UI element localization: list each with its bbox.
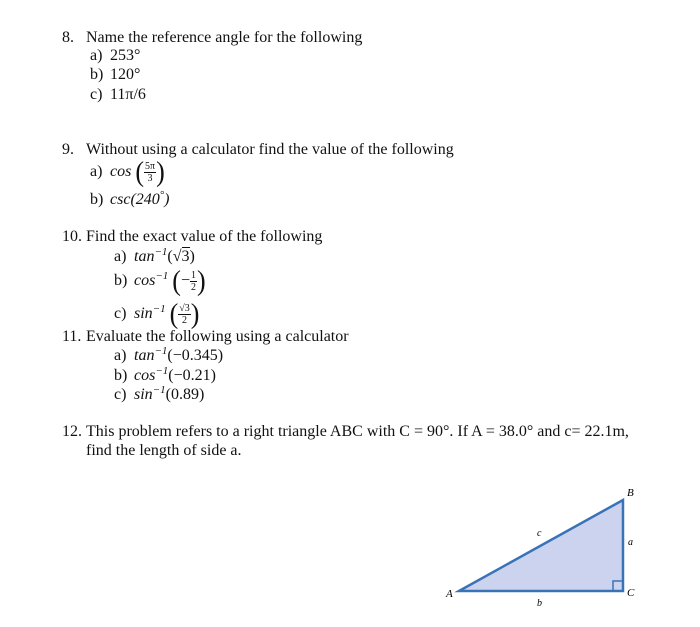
question-number: 9. xyxy=(62,141,74,158)
function-name: cos xyxy=(134,367,156,384)
argument: (−0.345) xyxy=(167,347,224,364)
vertex-label-b: B xyxy=(627,487,634,499)
function-name: tan xyxy=(134,347,155,364)
part-label: b) xyxy=(90,191,104,208)
close-paren: ) xyxy=(164,191,170,208)
denominator: 3 xyxy=(147,172,153,184)
function-name: sin xyxy=(134,305,153,322)
part-value: 11π/6 xyxy=(110,86,146,103)
denominator: 2 xyxy=(190,281,196,293)
question-text: Without using a calculator find the value of the following xyxy=(86,141,454,158)
question-number: 10. xyxy=(62,228,82,245)
question-text: Find the exact value of the following xyxy=(86,228,323,245)
question-number: 12. xyxy=(62,423,82,440)
part-label: a) xyxy=(90,163,103,180)
numerator: 1 xyxy=(190,269,196,281)
vertex-label-c: C xyxy=(627,587,635,599)
question-text: Evaluate the following using a calculator xyxy=(86,328,349,345)
close-paren: ) xyxy=(189,248,195,265)
part-value: 120° xyxy=(110,66,141,83)
exponent: −1 xyxy=(152,303,166,315)
exponent: −1 xyxy=(155,365,169,377)
part-label: c) xyxy=(114,386,127,403)
question-text: Name the reference angle for the following xyxy=(86,29,363,46)
degree-mark: ° xyxy=(159,189,165,201)
numerator: √3 xyxy=(179,302,190,314)
function-name: cos xyxy=(110,163,132,180)
close-paren: ) xyxy=(196,264,206,297)
part-label: a) xyxy=(90,47,103,64)
argument: (240 xyxy=(130,191,160,208)
vertex-label-a: A xyxy=(446,588,453,600)
part-label: c) xyxy=(114,305,127,322)
exponent: −1 xyxy=(154,345,168,357)
denominator: 2 xyxy=(182,314,188,326)
part-label: a) xyxy=(114,347,127,364)
question-number: 8. xyxy=(62,29,74,46)
function-name: tan xyxy=(134,248,155,265)
argument: (−0.21) xyxy=(168,367,216,384)
radicand: 3 xyxy=(181,248,190,265)
part-label: b) xyxy=(90,66,104,83)
side-label-c: c xyxy=(537,528,542,539)
triangle-shape xyxy=(459,500,623,591)
question-text: This problem refers to a right triangle ABC with C = 90°. If A = 38.0° and c= 22.1m, xyxy=(86,423,629,440)
open-paren: ( xyxy=(172,264,181,297)
exponent: −1 xyxy=(152,384,166,396)
question-number: 11. xyxy=(62,328,82,345)
function-name: csc xyxy=(110,191,131,208)
part-value: 253° xyxy=(110,47,141,64)
exponent: −1 xyxy=(154,246,168,258)
part-label: b) xyxy=(114,272,128,289)
part-label: b) xyxy=(114,367,128,384)
open-paren: ( xyxy=(169,297,179,330)
part-label: c) xyxy=(90,86,103,103)
close-paren: ) xyxy=(156,155,165,188)
question-text-line-2: find the length of side a. xyxy=(86,442,242,459)
close-paren: ) xyxy=(190,297,200,330)
open-radical: (√ xyxy=(167,248,182,265)
numerator: 5π xyxy=(145,160,156,172)
exponent: −1 xyxy=(155,270,169,282)
side-label-a: a xyxy=(628,537,633,548)
minus-sign: − xyxy=(180,272,190,289)
open-paren: ( xyxy=(135,155,144,188)
argument: (0.89) xyxy=(165,386,205,403)
function-name: cos xyxy=(134,272,156,289)
part-label: a) xyxy=(114,248,127,265)
function-name: sin xyxy=(134,386,153,403)
side-label-b: b xyxy=(537,598,542,609)
